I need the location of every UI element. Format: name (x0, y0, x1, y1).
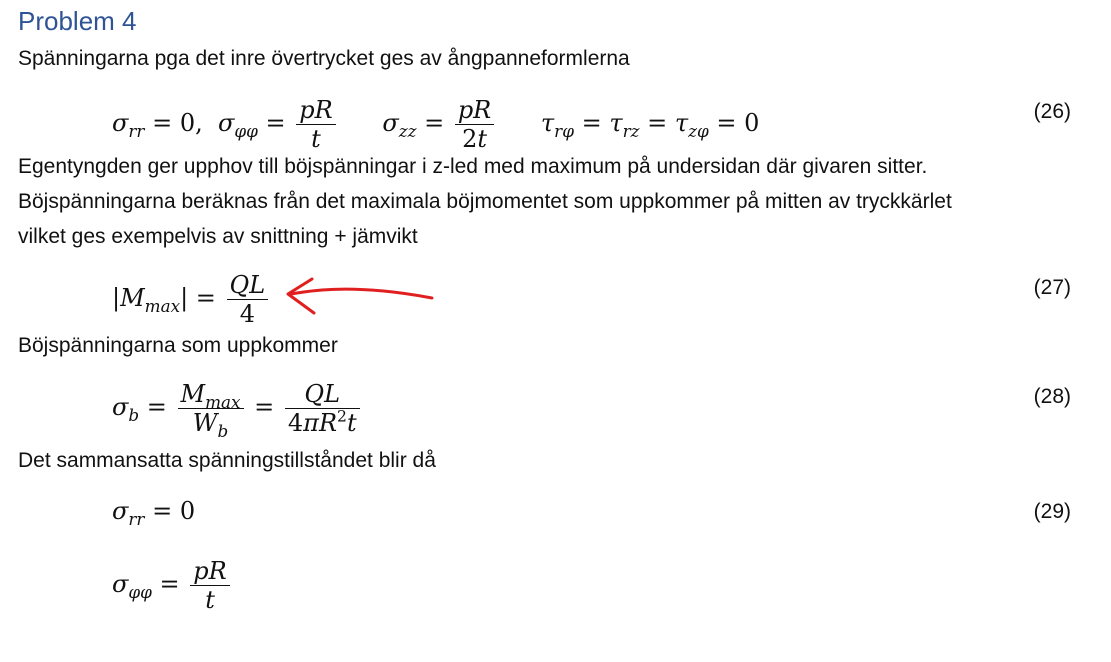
equation-number-28: (28) (1033, 385, 1071, 408)
paragraph-intro: Spänningarna pga det inre övertrycket ges av ångpanneformlerna (18, 47, 630, 70)
paragraph-combined-state: Det sammansatta spänningstillståndet blir då (18, 449, 436, 472)
equation-28: $\sigma_b$ = $\frac{M_{max}}{W_b}$ = $\frac{QL}{4\pi R^2t}$ (112, 380, 363, 437)
paragraph-bending-line2: Böjspänningarna beräknas från det maximala böjmomentet som uppkommer på mitten av tryckkärlet (18, 190, 952, 213)
equation-number-26: (26) (1033, 100, 1071, 123)
paragraph-bending-line1: Egentyngden ger upphov till böjspänningar i z-led med maximum på undersidan där givaren sitter. (18, 155, 928, 178)
equation-26: $\sigma_{rr} = 0$, $\sigma_{\varphi\varphi}$ = $\frac{pR}{t}$ $\sigma_{zz}$ = $\frac{pR}{2t}$ $\tau_{r\varphi} = \tau_{rz} = \tau_{z\varphi} = 0$ (112, 96, 760, 153)
paragraph-bending-line3: vilket ges exempelvis av snittning + jämvikt (18, 225, 418, 248)
equation-27: $|M_{max}|$ = $\frac{QL}{4}$ (112, 271, 271, 328)
equation-number-27: (27) (1033, 276, 1071, 299)
problem-heading: Problem 4 (18, 6, 137, 36)
paragraph-bending-stress: Böjspänningarna som uppkommer (18, 334, 338, 357)
equation-number-29: (29) (1033, 500, 1071, 523)
equation-29: $\sigma_{rr} = 0$ (112, 497, 196, 529)
equation-hoop-stress: $\sigma_{\varphi\varphi}$ = $\frac{pR}{t}$ (112, 557, 233, 614)
